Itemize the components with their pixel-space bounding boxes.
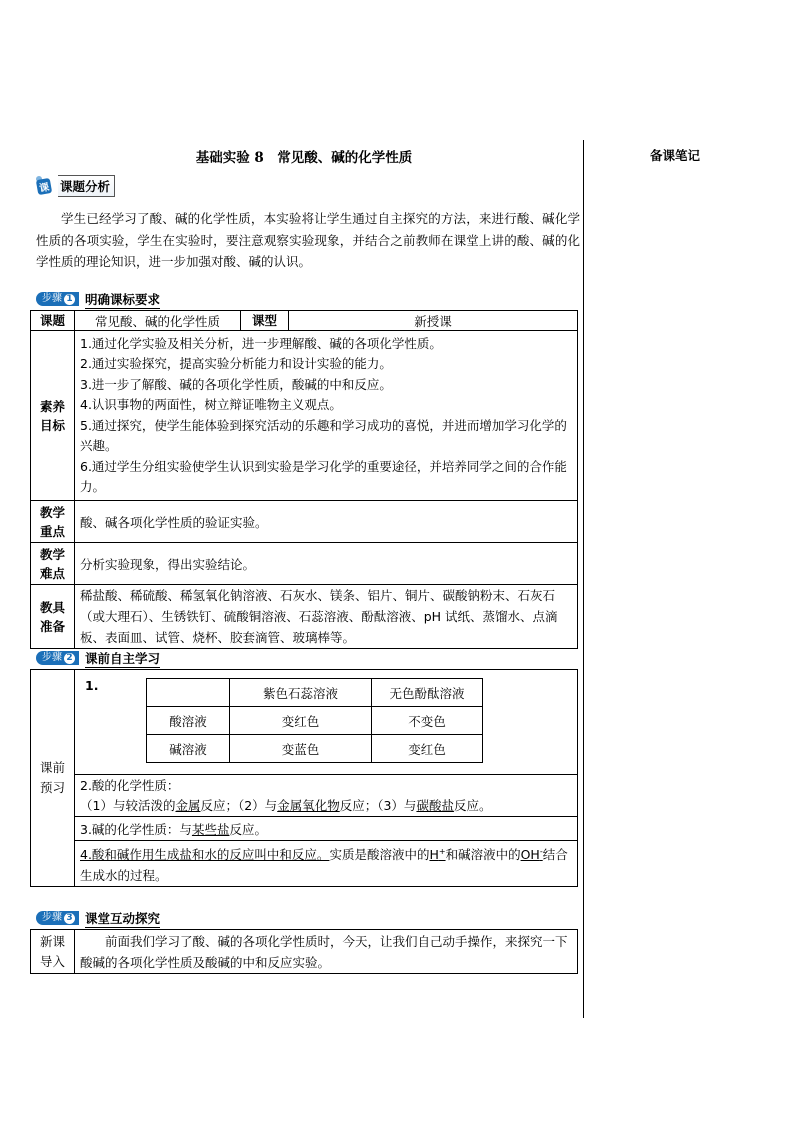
base-properties-cell: 3.碱的化学性质：与某些盐反应。 bbox=[75, 817, 578, 841]
indicator-cell-value: 变红色 bbox=[230, 707, 372, 735]
page-title: 基础实验 8 常见酸、碱的化学性质 bbox=[195, 150, 413, 166]
indicator-cell-value: 变蓝色 bbox=[230, 735, 372, 763]
goal-item: 5.通过探究，使学生能体验到探究活动的乐趣和学习成功的喜悦，并进而增加学习化学的兴趣。 bbox=[80, 417, 567, 453]
goal-item: 1.通过化学实验及相关分析，进一步理解酸、碱的各项化学性质。 bbox=[80, 335, 442, 351]
lesson-analysis-icon: 课 bbox=[36, 176, 58, 196]
item-number: 1. bbox=[85, 678, 99, 693]
class-intro-table bbox=[30, 929, 578, 974]
indicator-row-label: 碱溶液 bbox=[147, 735, 230, 763]
neutralization-cell: 4.酸和碱作用生成盐和水的反应叫中和反应。实质是酸溶液中的H+和碱溶液中的OH-结合生成水的过程。 bbox=[75, 841, 578, 887]
preview-label: 课前预习 bbox=[31, 670, 75, 887]
indicator-header: 无色酚酞溶液 bbox=[372, 679, 483, 707]
difficulty-value: 分析实验现象，得出实验结论。 bbox=[75, 543, 578, 585]
indicator-row-label: 酸溶液 bbox=[147, 707, 230, 735]
goal-item: 4.认识事物的两面性，树立辩证唯物主义观点。 bbox=[80, 397, 342, 412]
indicator-table bbox=[146, 678, 483, 763]
indicator-header: 紫色石蕊溶液 bbox=[230, 679, 372, 707]
goal-item: 3.进一步了解酸、碱的各项化学性质，酸碱的中和反应。 bbox=[80, 376, 392, 392]
course-standards-table bbox=[30, 310, 578, 649]
new-lesson-text: 前面我们学习了酸、碱的各项化学性质时，今天，让我们自己动手操作，来探究一下酸碱的各项化学性质及酸碱的中和反应实验。 bbox=[75, 930, 578, 974]
goals-cell bbox=[75, 331, 578, 501]
step-3-heading bbox=[36, 910, 160, 926]
notes-header: 备课笔记 bbox=[649, 148, 700, 163]
goal-item: 2.通过实验探究，提高实验分析能力和设计实验的能力。 bbox=[80, 356, 392, 371]
new-lesson-label: 新课导入 bbox=[31, 930, 75, 974]
notes-divider bbox=[583, 140, 584, 1018]
step-title: 明确课标要求 bbox=[85, 291, 161, 307]
topic-label: 课题 bbox=[31, 311, 75, 331]
goal-item: 6.通过学生分组实验使学生认识到实验是学习化学的重要途径，并培养同学之间的合作能力。 bbox=[80, 458, 567, 494]
step-1-heading bbox=[36, 291, 160, 307]
lesson-analysis-label: 课题分析 bbox=[58, 175, 115, 197]
materials-value: 稀盐酸、稀硫酸、稀氢氧化钠溶液、石灰水、镁条、铝片、铜片、碳酸钠粉末、石灰石（或大理石）、生锈铁钉、硫酸铜溶液、石蕊溶液、酚酞溶液、pH 试纸、蒸馏水、点滴板、表面皿、试管、烧杯、胶套滴管、玻璃棒等。 bbox=[75, 585, 578, 649]
key-point-label: 教学重点 bbox=[31, 501, 75, 543]
step-2-heading bbox=[36, 650, 160, 666]
indicator-cell bbox=[75, 670, 578, 775]
step-badge: 步骤 2 bbox=[36, 651, 79, 665]
preview-table bbox=[30, 669, 578, 887]
goals-label: 素养目标 bbox=[31, 331, 75, 501]
step-title: 课前自主学习 bbox=[85, 650, 161, 666]
materials-label: 教具准备 bbox=[31, 585, 75, 649]
lesson-analysis-text: 学生已经学习了酸、碱的化学性质，本实验将让学生通过自主探究的方法，来进行酸、碱化学性质的各项实验，学生在实验时，要注意观察实验现象，并结合之前教师在课堂上讲的酸、碱的化学性质的理论知识，进一步加强对酸、碱的认识。 bbox=[36, 211, 580, 269]
step-badge: 步骤 3 bbox=[36, 911, 79, 925]
acid-properties-cell bbox=[75, 775, 578, 817]
acid-properties-text: （1）与较活泼的金属反应；（2）与金属氧化物反应；（3）与碳酸盐反应。 bbox=[80, 797, 492, 813]
type-label: 课型 bbox=[241, 311, 289, 331]
indicator-header bbox=[147, 679, 230, 707]
key-point-value: 酸、碱各项化学性质的验证实验。 bbox=[75, 501, 578, 543]
step-title: 课堂互动探究 bbox=[85, 910, 161, 926]
difficulty-label: 教学难点 bbox=[31, 543, 75, 585]
type-value: 新授课 bbox=[289, 311, 578, 331]
step-badge: 步骤 1 bbox=[36, 292, 79, 306]
lesson-analysis-heading bbox=[36, 176, 115, 196]
topic-value: 常见酸、碱的化学性质 bbox=[75, 311, 241, 331]
acid-properties-title: 2.酸的化学性质： bbox=[80, 777, 180, 793]
indicator-cell-value: 不变色 bbox=[372, 707, 483, 735]
indicator-cell-value: 变红色 bbox=[372, 735, 483, 763]
